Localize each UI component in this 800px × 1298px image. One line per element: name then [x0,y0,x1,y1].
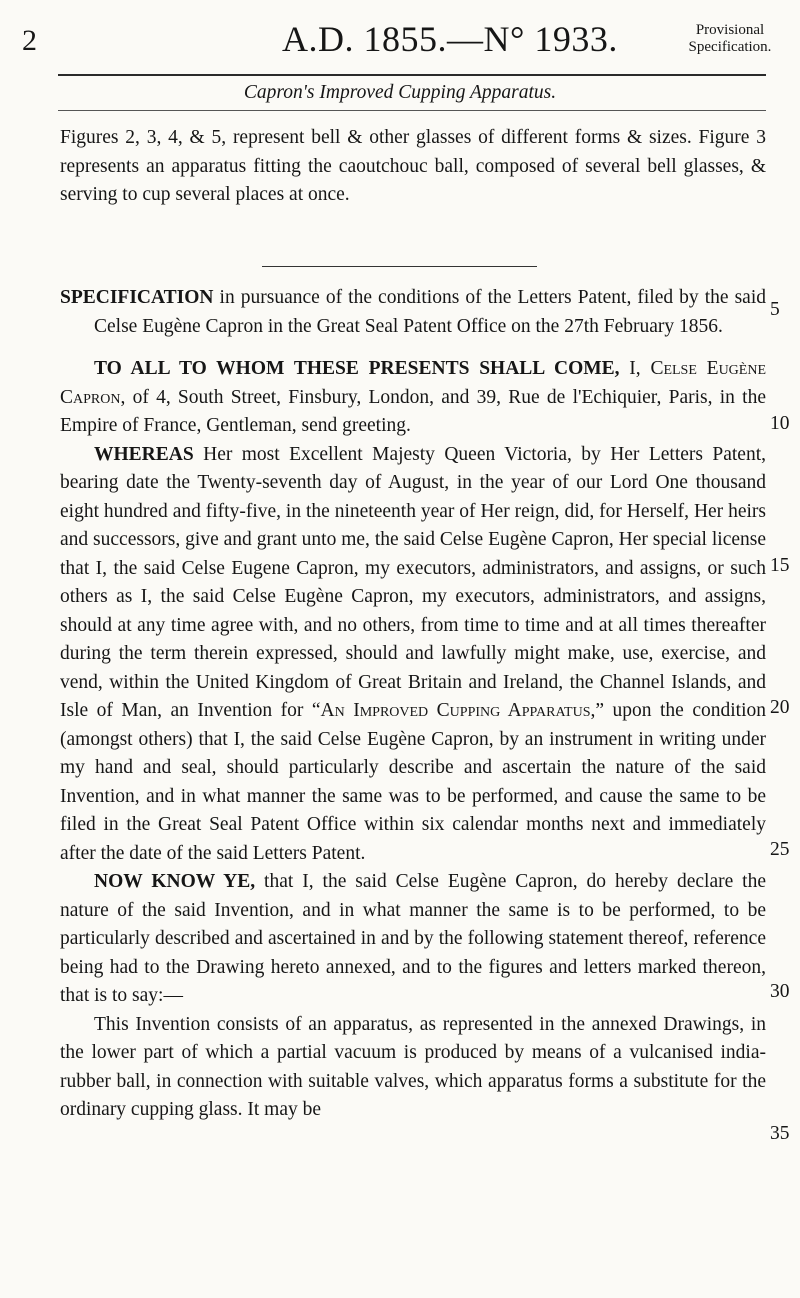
salutation-i: I, [619,358,651,379]
figures-text: Figures 2, 3, 4, & 5, represent bell & other glasses of different forms & sizes. Figure 3 represents an apparatus fitting the caoutchouc ball, composed of several bell glasses, & serving to cup several places at once. [60,127,766,205]
line-number: 10 [770,413,790,434]
salutation-text: of 4, South Street, Finsbury, London, and 39, Rue de l'Echiquier, Paris, in the Empire of France, Gentleman, send greeting. [60,386,766,436]
whereas-paragraph [60,441,766,869]
provisional-line-2: Specification. [688,39,772,55]
provisional-specification-label [680,22,780,56]
now-know-text: that I, the said Celse Eugène Capron, do hereby declare the nature of the said Invention, and in what manner the same is to be performed, to be particularly described and ascertained in and by the following statement thereof, reference being had to the Drawing hereto annexed, and to the figures and letters marked thereon, that is to say:— [60,871,767,1006]
patentee-name: Celse Eugène Capron, [60,358,766,408]
specification-paragraph [60,284,766,341]
patent-header-title: A.D. 1855.—N° 1933. [282,19,618,59]
section-divider [262,266,537,267]
line-number: 25 [770,839,790,860]
title-rule [58,110,766,111]
header-rule [58,74,766,76]
invention-paragraph: This Invention consists of an apparatus, as represented in the annexed Drawings, in the lower part of which a partial vacuum is produced by means of a vulcanised india-rubber ball, in connection with suitable valves, which apparatus forms a substitute for the ordinary cupping glass. It may be [60,1013,766,1120]
whereas-text-b: ” upon the condition (amongst others) that I, the said Celse Eugène Capron, by an instrument in writing under my hand and seal, should particularly describe and ascertain the nature of the said Invention, and in what manner the same was to be performed, and cause the same to be filed in the Great Seal Patent Office within six calendar months next and immediately after the date of the said Letters Patent. [60,700,766,864]
line-number: 20 [770,697,790,718]
specification-heading: SPECIFICATION [60,287,214,308]
now-know-heading: NOW KNOW YE, [94,871,256,892]
provisional-line-1: Provisional [695,22,765,38]
line-number: 35 [770,1123,790,1144]
running-title: Capron's Improved Cupping Apparatus. [243,82,557,103]
whereas-text-a: Her most Excellent Majesty Queen Victoria, by Her Letters Patent, bearing date the Twenty-seventh day of August, in the year of our Lord One thousand eight hundred and fifty-five, in the nineteenth year of Her reign, did, for Herself, Her heirs and successors, give and grant unto me, the said Celse Eugène Capron, Her special license that I, the said Celse Eugene Capron, my executors, administrators, and assigns, or such others as I, the said Celse Eugène Capron, my executors, administrators, and assigns, should at any time agree with, and no others, from time to time and at all times thereafter during the term therein expressed, should and lawfully might make, use, exercise, and vend, within the United Kingdom of Great Britain and Ireland, the Channel Islands, and Isle of Man, an Invention for “ [60,443,766,721]
page-number: 2 [22,24,37,57]
salutation-paragraph [60,355,766,441]
line-number: 5 [770,299,780,320]
line-number: 15 [770,555,790,576]
specification-body [60,284,766,1125]
invention-title: An Improved Cupping Apparatus, [320,700,596,721]
whereas-heading: WHEREAS [94,443,194,465]
salutation-heading: TO ALL TO WHOM THESE PRESENTS SHALL COME, [94,358,620,379]
now-know-paragraph [60,868,766,1011]
page-header [0,10,800,70]
line-number: 30 [770,981,790,1002]
specification-text: in pursuance of the conditions of the Letters Patent, filed by the said Celse Eugène Capron in the Great Seal Patent Office on the 27th February 1856. [94,287,766,337]
figures-paragraph [60,124,766,210]
